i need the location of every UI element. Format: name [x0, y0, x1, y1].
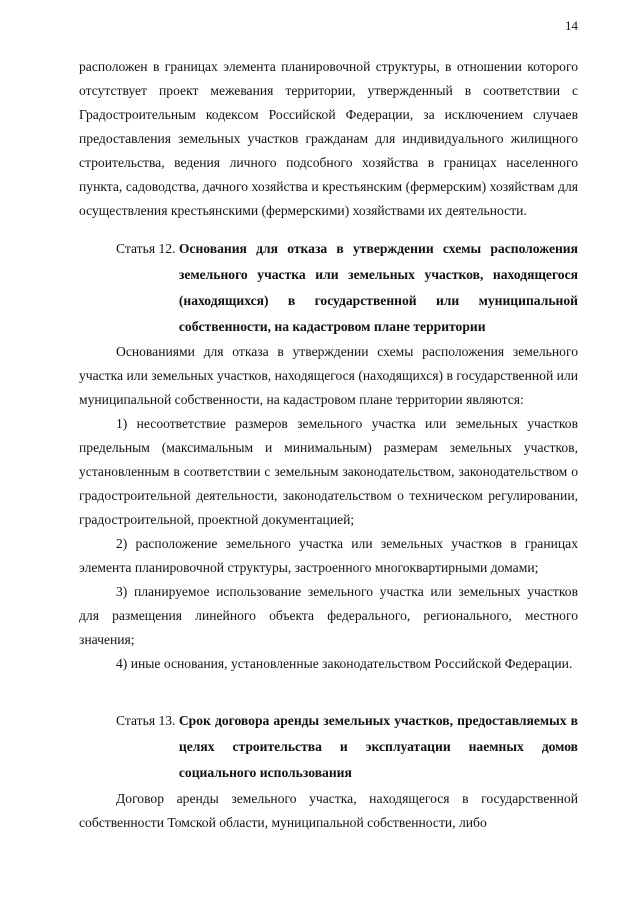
article-12-item-3: 3) планируемое использование земельного участка или земельных участков для размещения линейного объекта федерального, регионального, местного значения; [79, 584, 578, 647]
article-12-lead: Статья 12. [116, 241, 179, 256]
article-13-lead: Статья 13. [116, 713, 179, 728]
article-13-heading [116, 708, 578, 786]
article-12-paragraph: Основаниями для отказа в утверждении схемы расположения земельного участка или земельных участков, находящегося (находящихся) в государственной или муниципальной собственности, на кадастровом плане территории являются: [79, 344, 578, 407]
article-12-item-1: 1) несоответствие размеров земельного участка или земельных участков предельным (максимальным и минимальным) размерам земельных участков, установленным в соответствии с земельным законодательством, законодательством о градостроительной деятельности, законодательством о техническом регулировании, градостроительной, проектной документацией; [79, 416, 578, 527]
article-12-item-4: 4) иные основания, установленные законодательством Российской Федерации. [116, 656, 573, 671]
intro-paragraph: расположен в границах элемента планировочной структуры, в отношении которого отсутствует проект межевания территории, утвержденный в соответствии с Градостроительным кодексом Российской Федерации, за исключением случаев предоставления земельных участков гражданам для индивидуального жилищного строительства, ведения личного подсобного хозяйства в границах населенного пункта, садоводства, дачного хозяйства и крестьянским (фермерским) хозяйствам для осуществления крестьянскими (фермерскими) хозяйствами их деятельности. [79, 59, 578, 218]
article-12-heading [116, 236, 578, 340]
intro-block [79, 55, 578, 223]
article-12-title: Основания для отказа в утверждении схемы расположения земельного участка или земельных участков, находящегося (находящихся) в государственной или муниципальной собственности, на кадастровом плане территории [178, 241, 578, 334]
article-13-body [79, 787, 578, 835]
article-12-item-2: 2) расположение земельного участка или земельных участков в границах элемента планировочной структуры, застроенного многоквартирными домами; [79, 536, 578, 575]
article-13-title: Срок договора аренды земельных участков, предоставляемых в целях строительства и эксплуатации наемных домов социального использования [178, 713, 578, 780]
article-12-body [79, 340, 578, 676]
article-13-paragraph: Договор аренды земельного участка, находящегося в государственной собственности Томской области, муниципальной собственности, либо [79, 791, 578, 830]
page-number: 14 [565, 18, 578, 33]
